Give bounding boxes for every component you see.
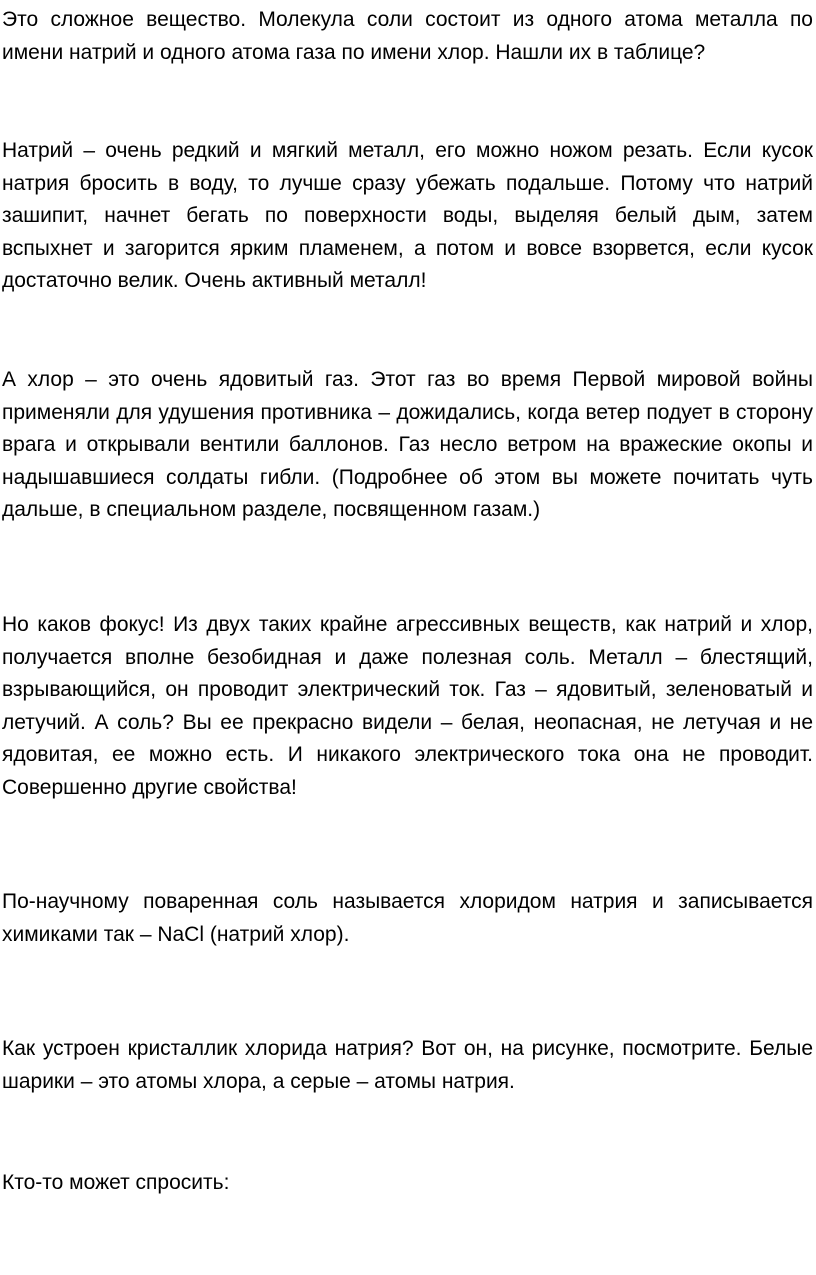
paragraph-chlorine: А хлор – это очень ядовитый газ. Этот газ во время Первой мировой войны применяли для удушения противника – дожидались, когда ветер подует в сторону врага и открывали вентили баллонов. Газ несло ветром на вражеские окопы и надышавшиеся солдаты гибли. (Подробнее об этом вы можете почитать чуть дальше, в специальном разделе, посвященном газам.) xyxy=(2,368,813,522)
paragraph-salt-molecule: Это сложное вещество. Молекула соли состоит из одного атома металла по имени натрий и одного атома газа по имени хлор. Нашли их в таблице? xyxy=(2,8,813,64)
paragraph-sodium-chloride: По-научному поваренная соль называется хлоридом натрия и записывается химиками так – NaCl (натрий хлор). xyxy=(2,890,813,946)
paragraph-sodium: Натрий – очень редкий и мягкий металл, его можно ножом резать. Если кусок натрия бросить в воду, то лучше сразу убежать подальше. Потому что натрий зашипит, начнет бегать по поверхности воды, выделяя белый дым, затем вспыхнет и загорится ярким пламенем, а потом и вовсе взорвется, если кусок достаточно велик. Очень активный металл! xyxy=(2,139,813,293)
paragraph-salt-properties: Но каков фокус! Из двух таких крайне агрессивных веществ, как натрий и хлор, получается вполне безобидная и даже полезная соль. Металл – блестящий, взрывающийся, он проводит электрический ток. Газ – ядовитый, зеленоватый и летучий. А соль? Вы ее прекрасно видели – белая, неопасная, не летучая и не ядовитая, ее можно есть. И никакого электрического тока она не проводит. Совершенно другие свойства! xyxy=(2,613,813,799)
paragraph-question-intro: Кто-то может спросить: xyxy=(2,1171,230,1194)
paragraph-crystal-structure: Как устроен кристаллик хлорида натрия? Вот он, на рисунке, посмотрите. Белые шарики – это атомы хлора, а серые – атомы натрия. xyxy=(2,1037,813,1093)
